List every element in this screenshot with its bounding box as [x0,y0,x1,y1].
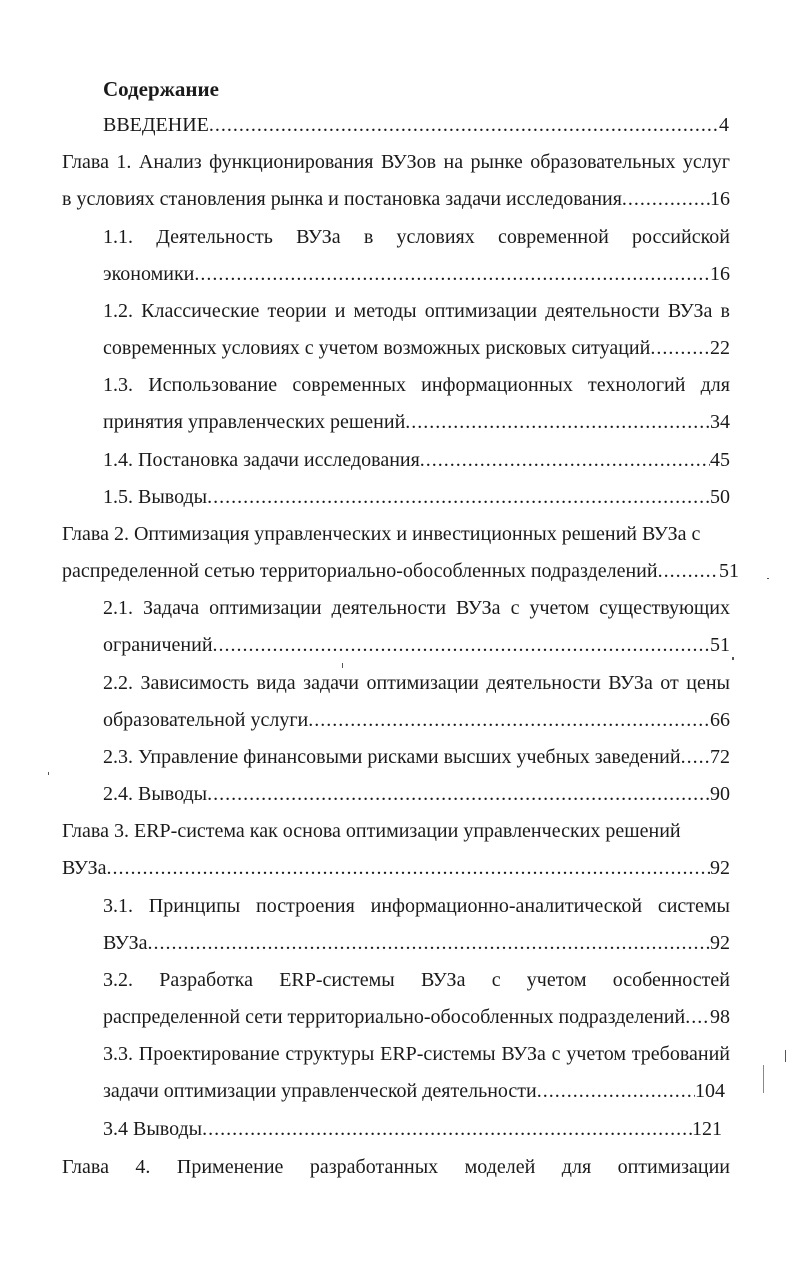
toc-leader-dots [207,779,710,809]
scan-speck [785,1050,786,1062]
toc-entry-text: образовательной услуги [103,709,309,731]
toc-leader-dots [622,184,710,214]
toc-section-3-3-line1: 3.3. Проектирование структуры ERP-системы ВУЗа с учетом требований [103,1043,730,1065]
toc-chapter-4-line1: Глава 4. Применение разработанных моделей для оптимизации [62,1156,730,1178]
scan-speck [342,663,343,668]
toc-section-1-1-line1: 1.1. Деятельность ВУЗа в условиях современной российской [103,226,730,248]
toc-leader-dots [405,407,710,437]
scan-speck [48,772,49,775]
toc-leader-dots [207,482,710,512]
toc-leader-dots [107,853,710,883]
toc-chapter-1-line1: Глава 1. Анализ функционирования ВУЗов на рынке образовательных услуг [62,151,730,173]
toc-leader-dots [685,1002,710,1032]
toc-page-number: 16 [710,263,730,285]
toc-section-2-2-line1: 2.2. Зависимость вида задачи оптимизации деятельности ВУЗа от цены [103,672,730,694]
toc-leader-dots [194,259,710,289]
toc-section-3-1-line1: 3.1. Принципы построения информационно-аналитической системы [103,895,730,917]
toc-page-number: 98 [710,1006,730,1028]
toc-entry-text: ВУЗа [103,932,148,954]
toc-entry-text: принятия управленческих решений [103,411,406,433]
toc-section-1-4 [103,445,730,475]
scan-speck [767,578,769,579]
toc-page-number: 4 [719,114,729,136]
toc-section-1-1 [103,259,730,289]
toc-leader-dots [658,556,719,586]
toc-leader-dots [420,445,710,475]
scan-speck [732,657,734,660]
toc-chapter-3-line1: Глава 3. ERP-система как основа оптимизации управленческих решений [62,820,681,842]
toc-page-number: 16 [710,188,730,210]
toc-page-number: 22 [710,337,730,359]
toc-section-1-2 [103,333,730,363]
toc-page-number: 66 [710,709,730,731]
toc-entry-intro [103,110,729,140]
toc-chapter-3 [62,853,730,883]
toc-section-1-5 [103,482,730,512]
toc-leader-dots [148,928,710,958]
toc-entry-text: 1.5. Выводы [103,486,208,508]
toc-entry-text: распределенной сети территориально-обособленных подразделений [103,1006,686,1028]
toc-entry-text: современных условиях с учетом возможных рисковых ситуаций [103,337,651,359]
toc-section-2-2 [103,705,730,735]
toc-chapter-2 [62,556,739,586]
toc-entry-text: экономики [103,263,195,285]
toc-section-2-4 [103,779,730,809]
toc-title: Содержание [103,77,219,101]
toc-leader-dots [202,1114,692,1144]
toc-section-3-3 [103,1076,725,1106]
toc-page-number: 34 [710,411,730,433]
toc-entry-text: в условиях становления рынка и постановка задачи исследования [62,188,622,210]
toc-leader-dots [681,742,710,772]
toc-leader-dots [213,630,710,660]
toc-page-number: 121 [692,1118,722,1140]
toc-section-2-1 [103,630,730,660]
scan-speck [763,1065,764,1093]
toc-page-number: 50 [710,486,730,508]
toc-entry-text: задачи оптимизации управленческой деятельности [103,1080,537,1102]
toc-section-1-2-line1: 1.2. Классические теории и методы оптимизации деятельности ВУЗа в [103,300,730,322]
toc-leader-dots [209,110,719,140]
toc-entry-text: распределенной сетью территориально-обособленных подразделений [62,560,658,582]
toc-page-number: 45 [710,449,730,471]
toc-section-3-1 [103,928,730,958]
toc-page-number: 104 [695,1080,725,1102]
toc-section-2-1-line1: 2.1. Задача оптимизации деятельности ВУЗа с учетом существующих [103,597,730,619]
toc-entry-text: ВУЗа [62,857,107,879]
toc-entry-text: ограничений [103,634,213,656]
toc-page-number: 92 [710,932,730,954]
toc-chapter-2-line1: Глава 2. Оптимизация управленческих и инвестиционных решений ВУЗа с [62,523,701,545]
toc-section-1-3 [103,407,730,437]
toc-entry-text: 1.4. Постановка задачи исследования [103,449,420,471]
toc-section-3-2-line1: 3.2. Разработка ERP-системы ВУЗа с учетом особенностей [103,969,730,991]
toc-entry-text: ВВЕДЕНИЕ [103,114,209,136]
toc-page-number: 72 [710,746,730,768]
toc-page-number: 51 [710,634,730,656]
toc-section-3-4 [103,1114,722,1144]
toc-leader-dots [308,705,710,735]
toc-page-number: 92 [710,857,730,879]
toc-page-number: 51 [719,560,739,582]
toc-section-1-3-line1: 1.3. Использование современных информационных технологий для [103,374,730,396]
toc-section-3-2 [103,1002,730,1032]
toc-entry-text: 2.3. Управление финансовыми рисками высших учебных заведений [103,746,681,768]
toc-chapter-1 [62,184,730,214]
toc-section-2-3 [103,742,730,772]
toc-leader-dots [537,1076,695,1106]
toc-entry-text: 2.4. Выводы [103,783,208,805]
toc-leader-dots [650,333,710,363]
toc-page-number: 90 [710,783,730,805]
toc-entry-text: 3.4 Выводы [103,1118,203,1140]
